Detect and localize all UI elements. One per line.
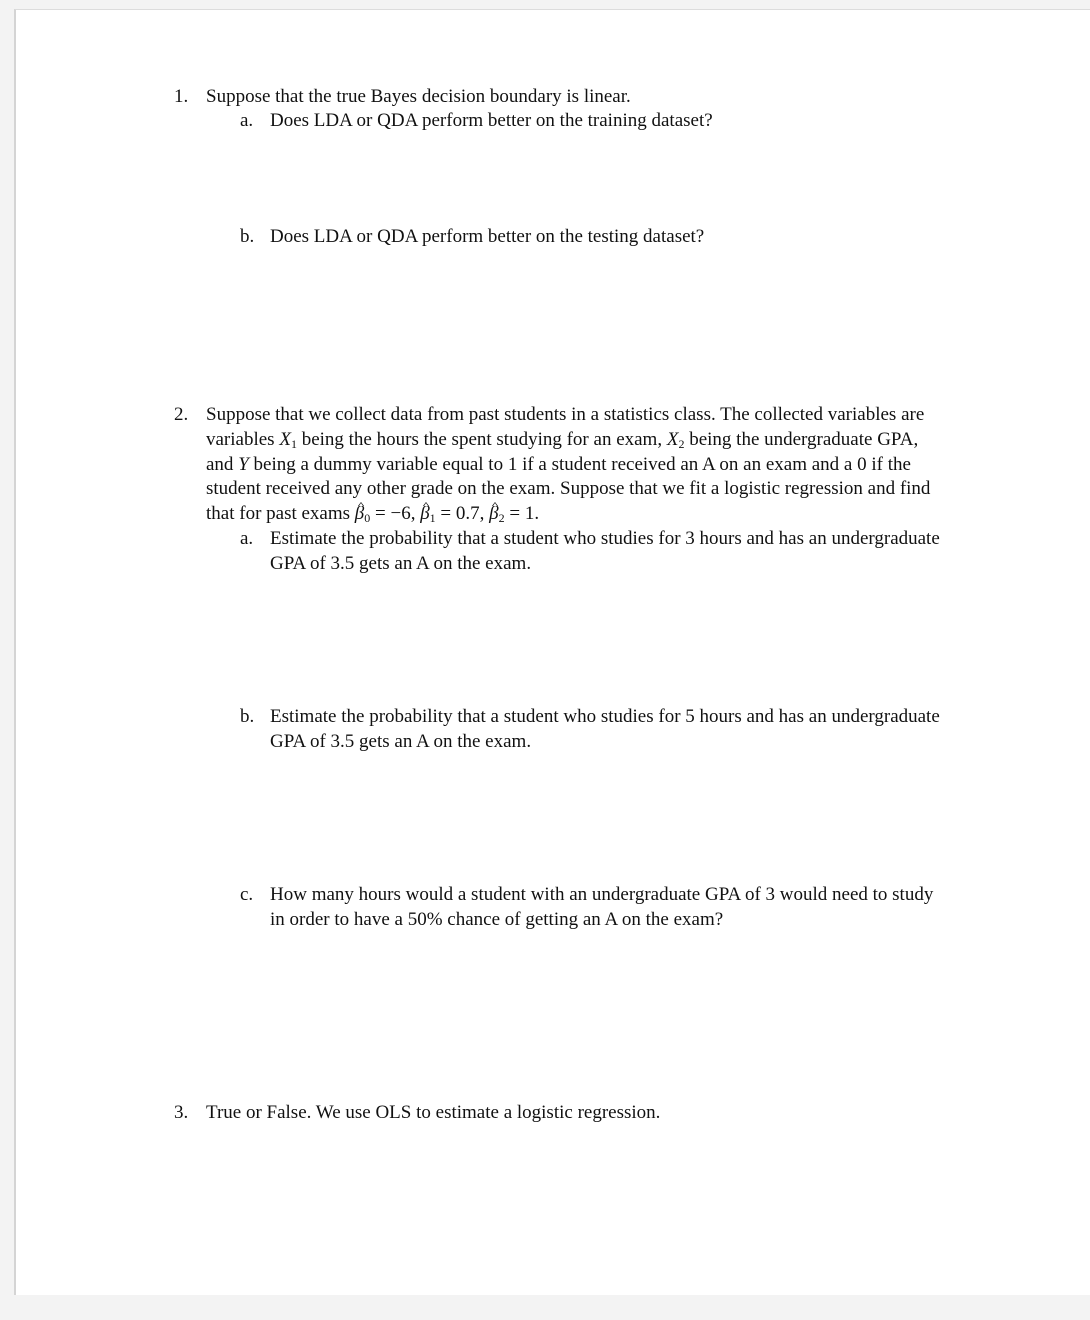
question-2c-line-2: in order to have a 50% chance of getting an A on the exam? — [270, 909, 724, 930]
question-3-prompt: True or False. We use OLS to estimate a logistic regression. — [206, 1102, 661, 1123]
symbol-x2: X2 — [666, 429, 685, 451]
question-2a-line-1: Estimate the probability that a student who studies for 3 hours and has an undergraduate — [270, 528, 940, 549]
question-2-number: 2. — [174, 404, 189, 425]
beta-2: β2 — [489, 503, 505, 525]
question-1a-letter: a. — [240, 110, 254, 131]
symbol-x1: X1 — [279, 429, 297, 451]
text-dummy: being a dummy variable equal to 1 if a student received an A on an exam and a 0 if the — [253, 454, 911, 475]
text-past-exams: that for past exams — [206, 503, 351, 524]
beta-0-value: = −6, — [375, 503, 416, 524]
question-1-number: 1. — [174, 86, 189, 107]
question-2a-letter: a. — [240, 528, 254, 549]
question-2-line-3 — [206, 453, 911, 478]
question-2a-line-2: GPA of 3.5 gets an A on the exam. — [270, 553, 532, 574]
document-page — [14, 9, 1090, 1295]
text-and: and — [206, 454, 234, 475]
text-gpa: being the undergraduate GPA, — [689, 429, 919, 450]
text-hours: being the hours the spent studying for an exam, — [301, 429, 663, 450]
question-2-line-1: Suppose that we collect data from past students in a statistics class. The collected variables are — [206, 404, 925, 425]
question-1-prompt: Suppose that the true Bayes decision boundary is linear. — [206, 86, 631, 107]
question-3-number: 3. — [174, 1102, 189, 1123]
question-2b-letter: b. — [240, 706, 255, 727]
beta-1: β1 — [420, 503, 436, 525]
text-variables: variables — [206, 429, 275, 450]
question-2c-letter: c. — [240, 884, 254, 905]
beta-1-value: = 0.7, — [440, 503, 485, 524]
question-1b-text: Does LDA or QDA perform better on the testing dataset? — [270, 226, 705, 247]
beta-0: β0 — [354, 503, 371, 525]
question-2-line-4: student received any other grade on the exam. Suppose that we fit a logistic regression and find — [206, 478, 931, 499]
question-2c-line-1: How many hours would a student with an undergraduate GPA of 3 would need to study — [270, 884, 934, 905]
question-1b-letter: b. — [240, 226, 255, 247]
question-2b-line-1: Estimate the probability that a student who studies for 5 hours and has an undergraduate — [270, 706, 940, 727]
question-2b-line-2: GPA of 3.5 gets an A on the exam. — [270, 731, 532, 752]
beta-2-value: = 1. — [509, 503, 540, 524]
question-1a-text: Does LDA or QDA perform better on the training dataset? — [270, 110, 713, 131]
symbol-y: Y — [238, 454, 249, 475]
